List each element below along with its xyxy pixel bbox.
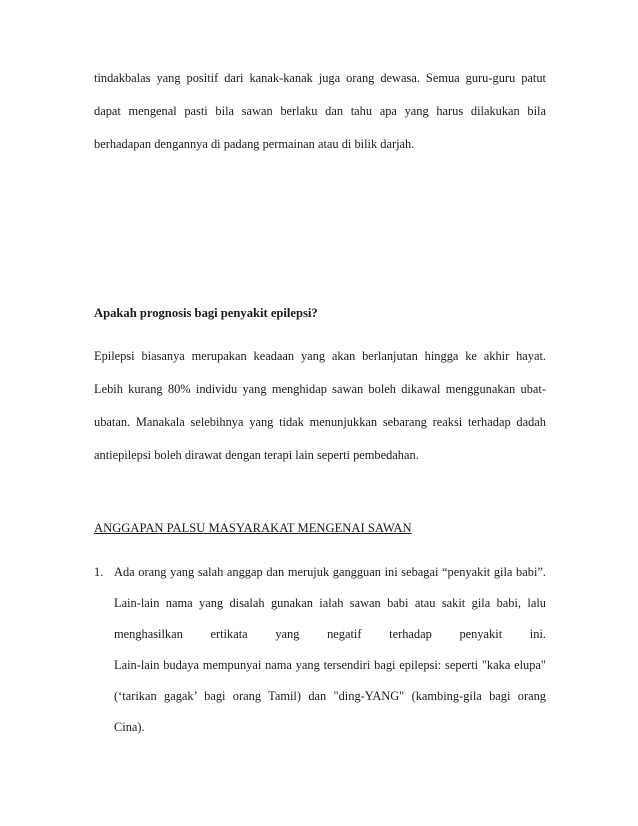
paragraph-line: antiepilepsi boleh dirawat dengan terapi lain seperti pembedahan. bbox=[94, 448, 419, 462]
paragraph-line: dapat mengenal pasti bila sawan berlaku dan tahu apa yang harus dilakukan bila bbox=[94, 104, 546, 118]
heading-prognosis: Apakah prognosis bagi penyakit epilepsi? bbox=[94, 306, 318, 320]
paragraph-line: tindakbalas yang positif dari kanak-kanak juga orang dewasa. Semua guru-guru patut bbox=[94, 71, 546, 85]
list-item-number: 1. bbox=[94, 565, 104, 579]
misconception-list bbox=[94, 557, 546, 743]
list-line: Ada orang yang salah anggap dan merujuk gangguan ini sebagai “penyakit gila babi”. bbox=[114, 565, 546, 579]
list-line: Cina). bbox=[114, 720, 145, 734]
paragraph-line: berhadapan dengannya di padang permainan atau di bilik darjah. bbox=[94, 137, 415, 151]
paragraph-line: Lebih kurang 80% individu yang menghidap sawan boleh dikawal menggunakan ubat- bbox=[94, 382, 546, 396]
list-line: menghasilkan ertikata yang negatif terhadap penyakit ini. bbox=[114, 627, 546, 641]
heading-anggapan: ANGGAPAN PALSU MASYARAKAT MENGENAI SAWAN bbox=[94, 521, 412, 535]
paragraph-prognosis bbox=[94, 340, 546, 472]
paragraph-intro bbox=[94, 62, 546, 161]
list-line: Lain-lain nama yang disalah gunakan ialah sawan babi atau sakit gila babi, lalu bbox=[114, 596, 546, 610]
list-line: (‘tarikan gagak’ bagi orang Tamil) dan "ding-YANG" (kambing-gila bagi orang bbox=[114, 689, 546, 703]
list-item bbox=[94, 557, 546, 743]
paragraph-line: ubatan. Manakala selebihnya yang tidak menunjukkan sebarang reaksi terhadap dadah bbox=[94, 415, 546, 429]
list-line: Lain-lain budaya mempunyai nama yang tersendiri bagi epilepsi: seperti "kaka elupa" bbox=[114, 658, 546, 672]
paragraph-line: Epilepsi biasanya merupakan keadaan yang akan berlanjutan hingga ke akhir hayat. bbox=[94, 349, 546, 363]
